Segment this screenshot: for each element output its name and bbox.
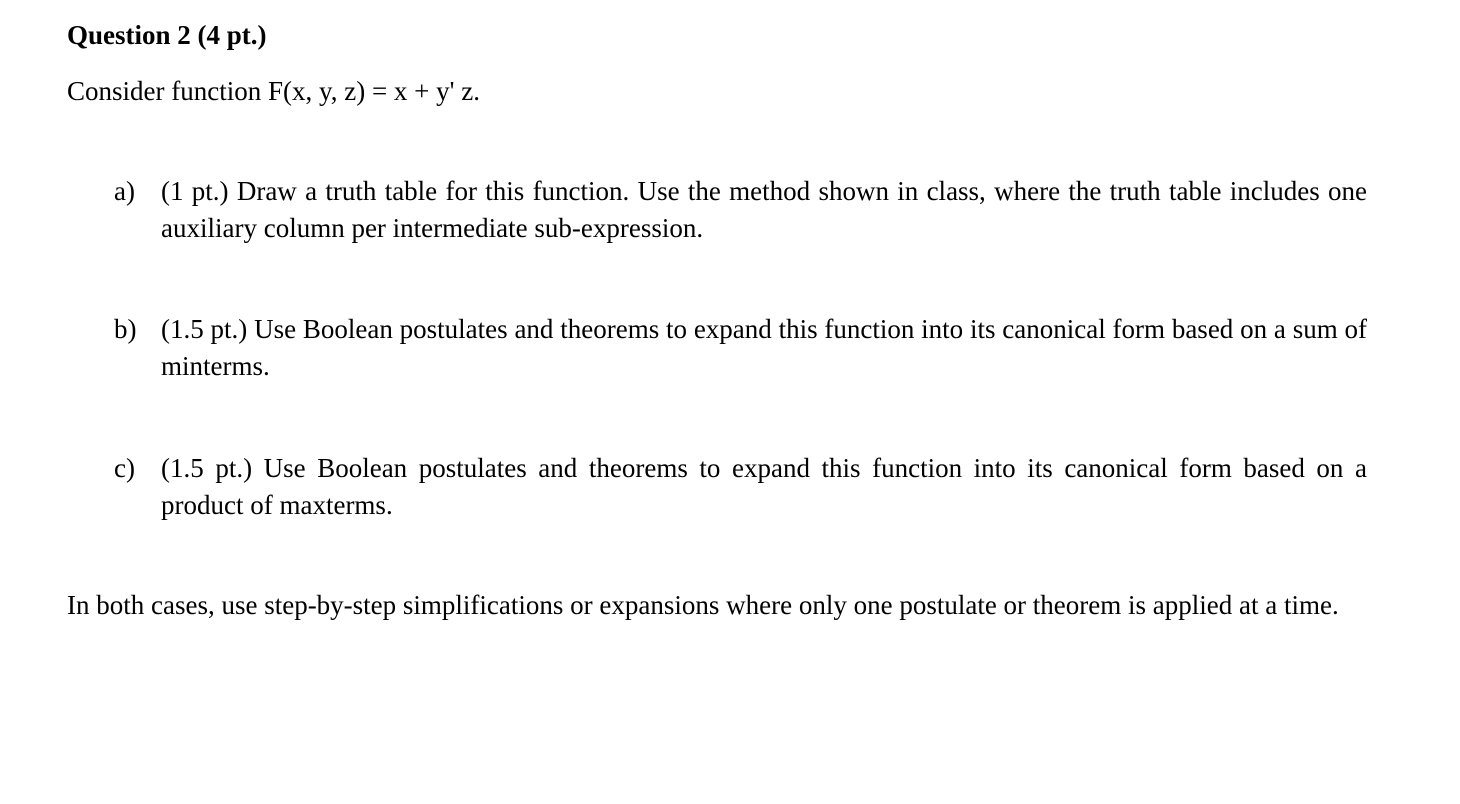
part-a-text: (1 pt.) Draw a truth table for this function. Use the method shown in class, where the truth table includes one auxiliary column per intermediate sub-expression. (161, 176, 1367, 243)
question-intro: Consider function F(x, y, z) = x + y' z. (67, 76, 481, 106)
part-a-marker: a) (114, 176, 135, 206)
question-title: Question 2 (4 pt.) (67, 20, 267, 50)
part-b-marker: b) (114, 314, 137, 344)
question-part-a (114, 173, 1367, 247)
question-part-b (114, 311, 1367, 385)
question-part-c (114, 450, 1367, 524)
part-c-marker: c) (114, 453, 135, 483)
question-outro: In both cases, use step-by-step simplifications or expansions where only one postulate or theorem is applied at a time. (67, 590, 1339, 620)
part-c-text: (1.5 pt.) Use Boolean postulates and theorems to expand this function into its canonical form based on a product of maxterms. (161, 453, 1367, 520)
part-b-text: (1.5 pt.) Use Boolean postulates and theorems to expand this function into its canonical form based on a sum of minterms. (161, 314, 1367, 381)
